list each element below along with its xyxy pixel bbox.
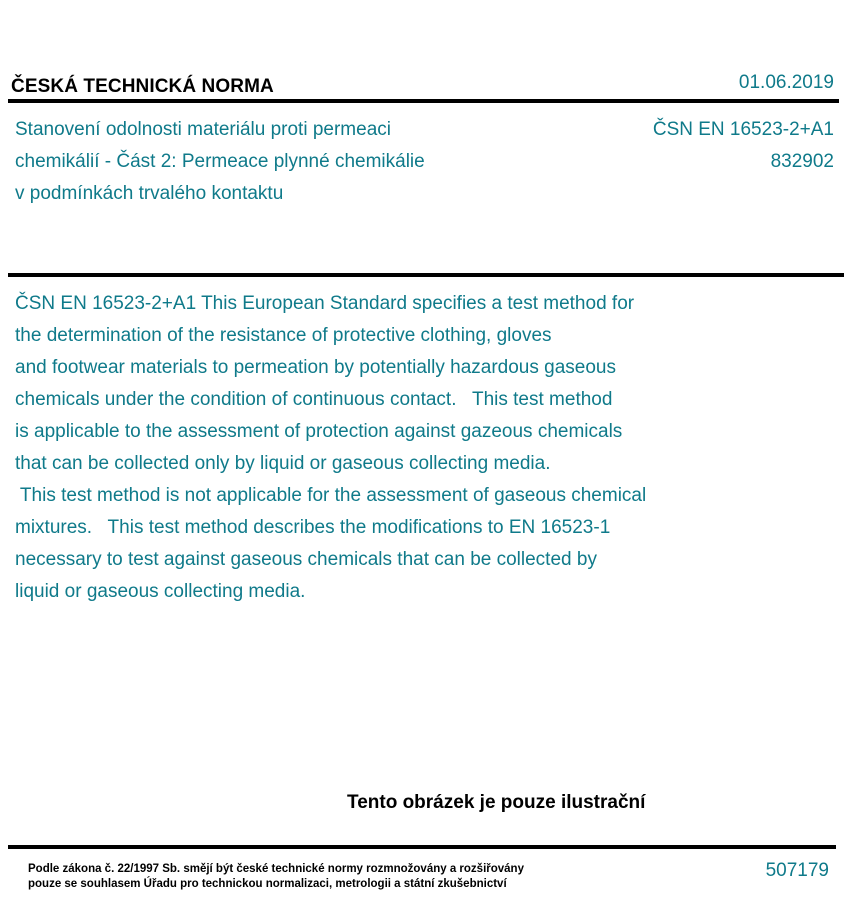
footer-divider (8, 845, 836, 849)
abstract-line: the determination of the resistance of protective clothing, gloves (15, 325, 552, 346)
standard-title-line: Stanovení odolnosti materiálu proti permeaci (15, 119, 391, 140)
standard-title-line: v podmínkách trvalého kontaktu (15, 183, 284, 204)
abstract-line: that can be collected only by liquid or gaseous collecting media. (15, 453, 551, 474)
publication-date: 01.06.2019 (738, 72, 834, 93)
abstract-line: liquid or gaseous collecting media. (15, 581, 306, 602)
abstract-line: This test method is not applicable for the assessment of gaseous chemical (15, 485, 647, 506)
header-divider (8, 99, 839, 103)
standard-code: ČSN EN 16523-2+A1 (652, 119, 834, 140)
illustration-notice: Tento obrázek je pouze ilustrační (347, 792, 646, 813)
document-number: 507179 (765, 860, 829, 881)
standard-title-line: chemikálií - Část 2: Permeace plynné chemikálie (15, 151, 425, 172)
legal-notice-line: Podle zákona č. 22/1997 Sb. smějí být české technické normy rozmnožovány a rozšiřovány (28, 863, 524, 875)
abstract-line: chemicals under the condition of continuous contact. This test method (15, 389, 613, 410)
abstract-line: mixtures. This test method describes the modifications to EN 16523-1 (15, 517, 611, 538)
legal-notice-line: pouze se souhlasem Úřadu pro technickou normalizaci, metrologii a státní zkušebnictví (28, 878, 507, 890)
title-divider (8, 273, 844, 277)
document-type-heading: ČESKÁ TECHNICKÁ NORMA (11, 76, 274, 97)
abstract-line: ČSN EN 16523-2+A1 This European Standard specifies a test method for (15, 293, 635, 314)
abstract-line: necessary to test against gaseous chemicals that can be collected by (15, 549, 597, 570)
abstract-line: and footwear materials to permeation by potentially hazardous gaseous (15, 357, 616, 378)
abstract-line: is applicable to the assessment of protection against gazeous chemicals (15, 421, 623, 442)
classification-number: 832902 (770, 151, 834, 172)
